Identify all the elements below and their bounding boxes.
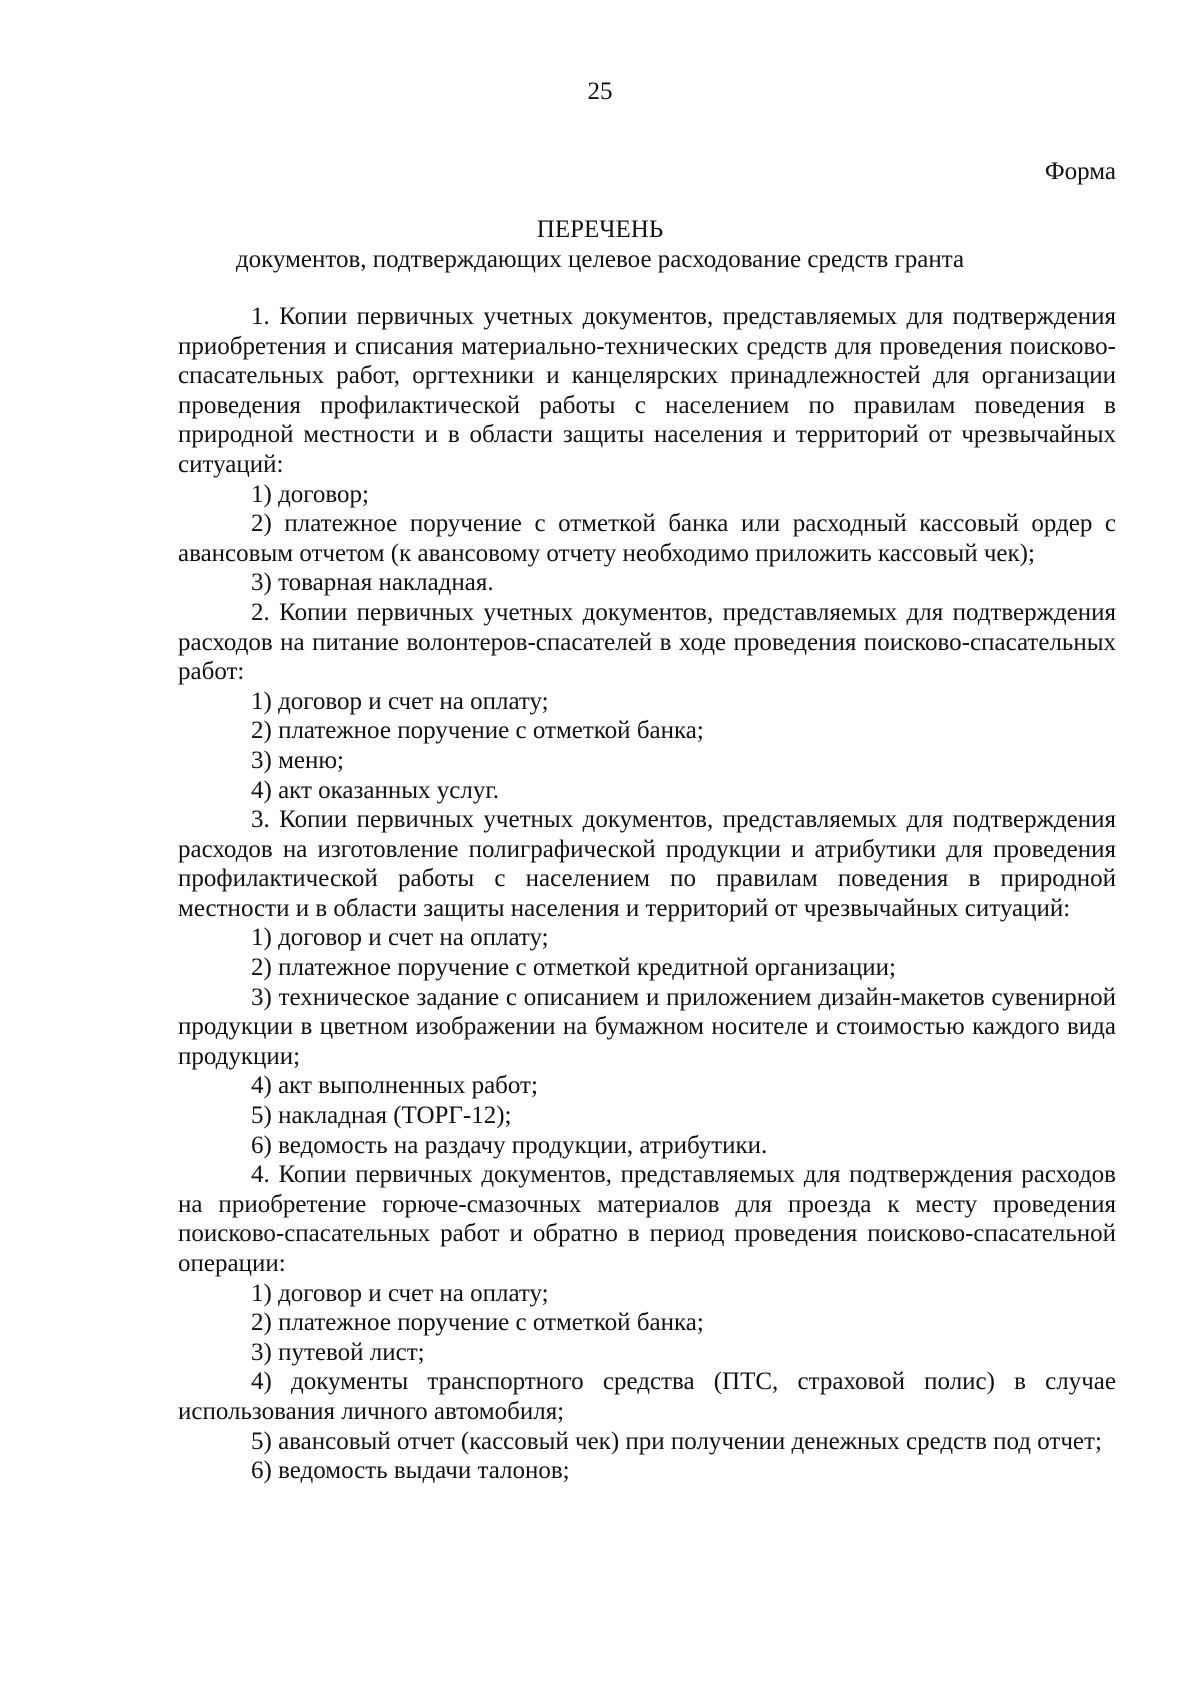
section-4-item-6: 6) ведомость выдачи талонов; <box>251 1457 570 1485</box>
section-3-item-4: 4) акт выполненных работ; <box>251 1072 538 1100</box>
section-2-item-3: 3) меню; <box>251 746 344 774</box>
document-title: ПЕРЕЧЕНЬ <box>536 216 664 243</box>
section-3-item-3: 3) техническое задание с описанием и приложением дизайн-макетов сувенирной продукции в цветном изображении на бумажном носителе и стоимостью каждого вида продукции; <box>178 983 1116 1070</box>
section-1-intro: 1. Копии первичных учетных документов, представляемых для подтверждения приобретения и списания материально-технических средств для проведения поисково-спасательных работ, оргтехники и канцелярских принадлежностей для организации проведения профилактической работы с населением по правилам поведения в природной местности и в области защиты населения и территорий от чрезвычайных ситуаций: <box>178 303 1116 478</box>
section-1-item-1: 1) договор; <box>251 480 370 508</box>
section-2-item-4: 4) акт оказанных услуг. <box>251 776 500 804</box>
document-subtitle: документов, подтверждающих целевое расходование средств гранта <box>235 246 965 273</box>
section-3-intro: 3. Копии первичных учетных документов, представляемых для подтверждения расходов на изготовление полиграфической продукции и атрибутики для проведения профилактической работы с населением по правилам поведения в природной местности и в области защиты населения и территорий от чрезвычайных ситуаций: <box>178 806 1116 922</box>
section-1-item-3: 3) товарная накладная. <box>251 569 494 597</box>
section-4-item-4: 4) документы транспортного средства (ПТС, страховой полис) в случае использования личного автомобиля; <box>178 1368 1116 1425</box>
page-number: 25 <box>587 78 613 105</box>
section-3-item-6: 6) ведомость на раздачу продукции, атрибутики. <box>251 1131 768 1159</box>
section-2-item-2: 2) платежное поручение с отметкой банка; <box>251 717 704 745</box>
section-2-intro: 2. Копии первичных учетных документов, представляемых для подтверждения расходов на питание волонтеров-спасателей в ходе проведения поисково-спасательных работ: <box>178 598 1116 686</box>
section-3-item-1: 1) договор и счет на оплату; <box>251 924 549 952</box>
section-3-item-5: 5) накладная (ТОРГ-12); <box>251 1102 512 1130</box>
form-label: Форма <box>1044 158 1116 185</box>
section-1-item-2: 2) платежное поручение с отметкой банка или расходный кассовый ордер с авансовым отчетом (к авансовому отчету необходимо приложить кассовый чек); <box>178 510 1116 567</box>
section-4-item-3: 3) путевой лист; <box>251 1338 425 1366</box>
section-3-item-2: 2) платежное поручение с отметкой кредитной организации; <box>251 954 896 982</box>
section-4-item-2: 2) платежное поручение с отметкой банка; <box>251 1309 704 1337</box>
document-body <box>178 302 1116 1486</box>
section-2-item-1: 1) договор и счет на оплату; <box>251 687 549 715</box>
section-4-intro: 4. Копии первичных документов, представляемых для подтверждения расходов на приобретение горюче-смазочных материалов для проезда к месту проведения поисково-спасательных работ и обратно в период проведения поисково-спасательной операции: <box>178 1161 1116 1277</box>
section-4-item-1: 1) договор и счет на оплату; <box>251 1279 549 1307</box>
section-4-item-5: 5) авансовый отчет (кассовый чек) при получении денежных средств под отчет; <box>251 1427 1102 1455</box>
